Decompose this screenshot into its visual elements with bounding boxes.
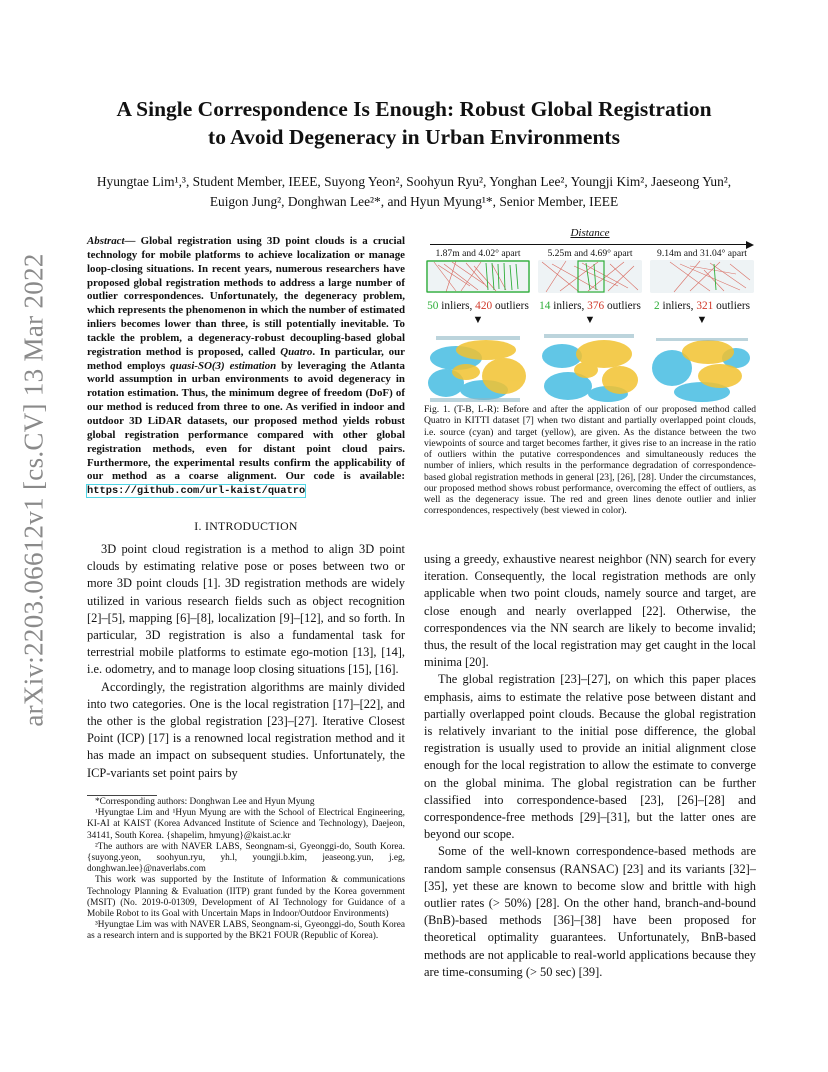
correspondence-scan-image (538, 260, 642, 293)
figure-caption: Fig. 1. (T-B, L-R): Before and after the application of our proposed method called Quatro in KITTI dataset [7] when two distant and partially overlapped point clouds, i.e. source (cyan) and target (yellow), are given. As the distance between the two viewpoints of source and target becomes farther, it gives rise to an increase in the ratio of outliers within the putative correspondences and simultaneously reduces the number of inliers, which results in the performance degradation of correspondence-based global registration methods in general [23], [26], [28]. Under the circumstances, our proposed method shows robust performance, overcoming the effect of outliers, as well as the degeneracy issue. The red and green lines denote outlier and inlier correspondences, respectively (best viewed in color). (424, 404, 756, 517)
footnote-rule (87, 795, 157, 796)
correspondence-scan-image (426, 260, 530, 293)
paper-title (60, 95, 768, 151)
section-heading-introduction: I. INTRODUCTION (194, 519, 298, 533)
down-arrow-icon: ▼ (696, 314, 708, 326)
registered-point-cloud-image (538, 328, 642, 408)
intro-paragraph-3: using a greedy, exhaustive nearest neighbor (NN) search for every iteration. Consequently, the local registration methods are only applicable when two point clouds, namely source and target, are close enough and nearly overlapped [22]. Otherwise, the correspondences via the NN search are likely to become invalid; thus, the result of the local registration may get caught in the local minima [20]. (424, 552, 756, 670)
correspondence-scan-image (650, 260, 754, 293)
intro-paragraph-2: Accordingly, the registration algorithms are mainly divided into two categories. One is the local registration [17]–[22], and the other is the global registration [23]–[27]. Iterative Closest Point (ICP) [17] is a renowned local registration method and it has made an impact on subsequent studies. Unfortunately, the ICP-variants set point pairs by (87, 679, 405, 780)
intro-paragraph-5: Some of the well-known correspondence-based methods are random sample consensus (RANSAC) [23] and its variants [32]–[35], yet these are known to become slow and brittle with high outlier rates (> 50%) [28]. On the other hand, branch-and-bound (BnB)-based methods [36]–[38] have been proposed for theoretical optimality guarantees. Unfortunately, BnB-based methods are not applicable to real-world applications because they are time-consuming (> 50 sec) [39]. (424, 844, 756, 979)
footnote-affiliation-3: ³Hyungtae Lim was with NAVER LABS, Seongnam-si, Gyeonggi-do, South Korea as a research intern and is supported by the BK21 FOUR (Republic of Korea). (87, 920, 405, 942)
figure-panel-2 (538, 247, 642, 413)
distance-label: Distance (570, 227, 610, 239)
panel-distance-label: 5.25m and 4.69° apart (547, 248, 633, 259)
author-list: Hyungtae Lim¹,³, Student Member, IEEE, Suyong Yeon², Soohyun Ryu², Yonghan Lee², Youngji Kim², Jaeseong Yun², Euigon Jung², Donghwan Lee²*, and Hyun Myung¹*, Senior Member, IEEE (96, 174, 732, 209)
registered-point-cloud-image (650, 328, 754, 408)
footnote-affiliation-2: ²The authors are with NAVER LABS, Seongnam-si, Gyeonggi-do, South Korea.{suyong.yeon, soohyun.ryu, yh.l, youngji.b.kim, jeaseong.yun, j.eg, donghwan.lee}@naverlabs.com (87, 841, 405, 875)
inlier-outlier-count: 2 inliers, 321 outliers (653, 300, 751, 312)
figure-panel-3 (650, 247, 754, 413)
down-arrow-icon: ▼ (472, 314, 484, 326)
intro-right-column (424, 551, 756, 981)
panel-distance-label: 1.87m and 4.02° apart (435, 248, 521, 259)
intro-left-column (87, 541, 405, 782)
figure-1 (424, 225, 756, 400)
title-line-2: to Avoid Degeneracy in Urban Environments (208, 125, 620, 149)
arxiv-side-stamp: arXiv:2203.06612v1 [cs.CV] 13 Mar 2022 (18, 253, 49, 727)
down-arrow-icon: ▼ (584, 314, 596, 326)
inlier-outlier-count: 50 inliers, 420 outliers (427, 300, 529, 312)
title-line-1: A Single Correspondence Is Enough: Robust Global Registration (116, 97, 712, 121)
footnote-funding: This work was supported by the Institute of Information & communications Technology Planning & Evaluation (IITP) grant funded by the Korea government (MSIT) (No. 2019-0-01309, Development of AI Technology for Guidance of a Mobile Robot to its Goal with Uncertain Maps in Indoor/Outdoor Environments) (87, 875, 405, 920)
inlier-outlier-count: 14 inliers, 376 outliers (539, 300, 641, 312)
intro-paragraph-1: 3D point cloud registration is a method to align 3D point clouds by estimating relative pose or poses between two or more 3D point clouds [1]. 3D registration methods are widely utilized in various research fields such as object recognition [2]–[5], mapping [6]–[8], localization [9]–[12], and so forth. In particular, 3D registration is also a fundamental task for terrestrial mobile platforms to estimate ego-motion [13], [14], i.e. odometry, and to manage loop closing situations [15], [16]. (87, 542, 405, 677)
abstract: Abstract— Global registration using 3D point clouds is a crucial technology for mobile platforms to achieve localization or manage loop-closing situations. In recent years, numerous researchers have proposed global registration methods to address a large number of outlier correspondences. Unfortunately, the degeneracy problem, which represents the phenomenon in which the number of estimated inliers becomes lower than three, is still potentially inevitable. To tackle the problem, a degeneracy-robust decoupling-based global registration method is proposed, called Quatro. In particular, our method employs quasi-SO(3) estimation by leveraging the Atlanta world assumption in urban environments to avoid degeneracy in rotation estimation. Thus, the minimum degree of freedom (DoF) of our method is reduced from three to one. As verified in indoor and outdoor 3D LiDAR datasets, our proposed method yields robust global registration performance compared with other global registration methods, even for distant point cloud pairs. Furthermore, the experimental results confirm the applicability of our method as a coarse alignment. Our code is available: https://github.com/url-kaist/quatro (87, 235, 406, 498)
abstract-label: Abstract (87, 235, 125, 247)
footnote-corresponding: *Corresponding authors: Donghwan Lee and Hyun Myung (95, 797, 315, 807)
panel-distance-label: 9.14m and 31.04° apart (657, 248, 747, 259)
code-link[interactable]: https://github.com/url-kaist/quatro (87, 485, 306, 498)
distance-arrow (430, 244, 748, 245)
registered-point-cloud-image (426, 328, 530, 408)
footnotes (87, 797, 405, 943)
intro-paragraph-4: The global registration [23]–[27], on which this paper places emphasis, aims to estimate the relative pose between distant and partially overlapped point clouds. Because the global registration is relatively invariant to the initial pose difference, the global registration is usually used to provide an initial alignment close enough for the local registration to allow the estimate to converge on the global minima. The global registration can be further classified into correspondence-based [23], [26]–[28] and correspondence-free methods [29]–[31], but the latter ones are beyond our scope. (424, 672, 756, 842)
figure-panel-1 (426, 247, 530, 413)
footnote-affiliation-1: ¹Hyungtae Lim and ¹Hyun Myung are with the School of Electrical Engineering, KI-AI at KAIST (Korea Advanced Institute of Science and Technology), Daejeon, 34141, South Korea. {shapelim, hmyung}@kaist.ac.kr (87, 808, 405, 841)
